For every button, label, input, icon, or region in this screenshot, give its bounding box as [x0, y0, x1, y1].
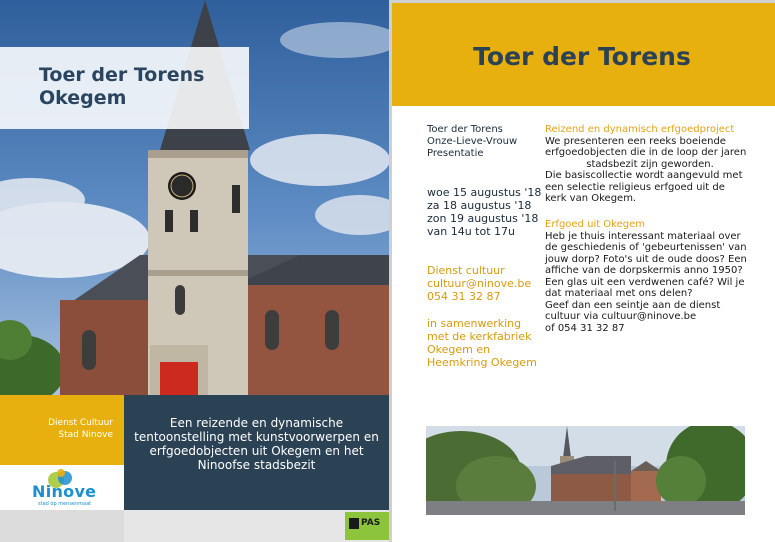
collab-line: Heemkring Okegem — [427, 356, 537, 369]
section-heading: Erfgoed uit Okegem — [545, 219, 646, 230]
contact-line: Dienst cultuur — [427, 264, 505, 277]
section-line: een selectie religieus erfgoed uit de — [545, 181, 725, 193]
section-line: of 054 31 32 87 — [545, 322, 625, 334]
section-line: Geef dan een seintje aan de dienst — [545, 299, 721, 311]
date-line: zon 19 augustus '18 — [427, 212, 539, 225]
description-box — [124, 395, 389, 510]
section-erfgoed-okegem — [545, 219, 755, 334]
section-line: Een glas uit een verdwenen café? Wil je — [545, 276, 745, 288]
intro-block — [427, 124, 517, 160]
section-line: Heb je thuis interessant materiaal over — [545, 230, 741, 242]
pas-logo — [345, 512, 389, 540]
collaboration-block — [427, 317, 537, 369]
village-photo — [426, 426, 745, 515]
collab-line: in samenwerking — [427, 317, 522, 330]
dienst-cultuur-box — [0, 395, 124, 465]
section-line: jouw dorp? Foto's uit de oude doos? Een — [545, 253, 747, 265]
section-line: dat materiaal met ons delen? — [545, 288, 693, 299]
intro-line: Presentatie — [427, 148, 484, 159]
date-line: woe 15 augustus '18 — [427, 186, 542, 199]
section-line: kerk van Okegem. — [545, 193, 637, 204]
contact-email: cultuur@ninove.be — [427, 277, 532, 290]
dates-block — [427, 186, 541, 238]
title-card — [0, 47, 249, 129]
description-text: Een reizende en dynamische tentoonstelling met kunstvoorwerpen en erfgoedobjecten uit Okegem en het Ninoofse stadsbezit — [134, 416, 379, 472]
contact-phone: 054 31 32 87 — [427, 290, 501, 303]
section-line: de geschiedenis of 'gebeurtenissen' van — [545, 242, 747, 253]
logo-tagline: stad op mensenmaat — [38, 501, 92, 507]
pas-label: PAS — [361, 518, 381, 528]
collab-line: met de kerkfabriek — [427, 330, 532, 343]
intro-line: Toer der Torens — [427, 124, 503, 135]
section-erfgoedproject — [545, 124, 755, 205]
right-page — [392, 3, 775, 542]
section-line: We presenteren een reeks boeiende — [545, 135, 726, 147]
section-line: stadsbezit zijn geworden. — [586, 158, 714, 170]
ninove-logo — [0, 465, 124, 510]
pas-square-icon — [349, 518, 359, 529]
collab-line: Okegem en — [427, 343, 491, 356]
date-line: za 18 augustus '18 — [427, 199, 532, 212]
section-heading: Reizend en dynamisch erfgoedproject — [545, 124, 735, 135]
section-line: erfgoedobjecten die in de loop der jaren — [545, 147, 747, 158]
bottom-left-strip — [0, 510, 124, 542]
section-line: Die basiscollectie wordt aangevuld met — [545, 170, 743, 181]
dienst-line-2: Stad Ninove — [58, 430, 113, 440]
right-title: Toer der Torens — [473, 42, 691, 71]
dienst-line-1: Dienst Cultuur — [48, 418, 113, 428]
logo-wordmark: Ninove — [32, 482, 97, 501]
intro-line: Onze-Lieve-Vrouw — [427, 136, 518, 147]
section-line: affiche van de dorpskermis anno 1950? — [545, 265, 743, 276]
contact-block — [427, 264, 531, 303]
section-line: cultuur via cultuur@ninove.be — [545, 311, 697, 322]
title-line-1: Toer der Torens — [39, 64, 205, 86]
title-line-2: Okegem — [39, 87, 127, 109]
date-line: van 14u tot 17u — [427, 225, 516, 238]
